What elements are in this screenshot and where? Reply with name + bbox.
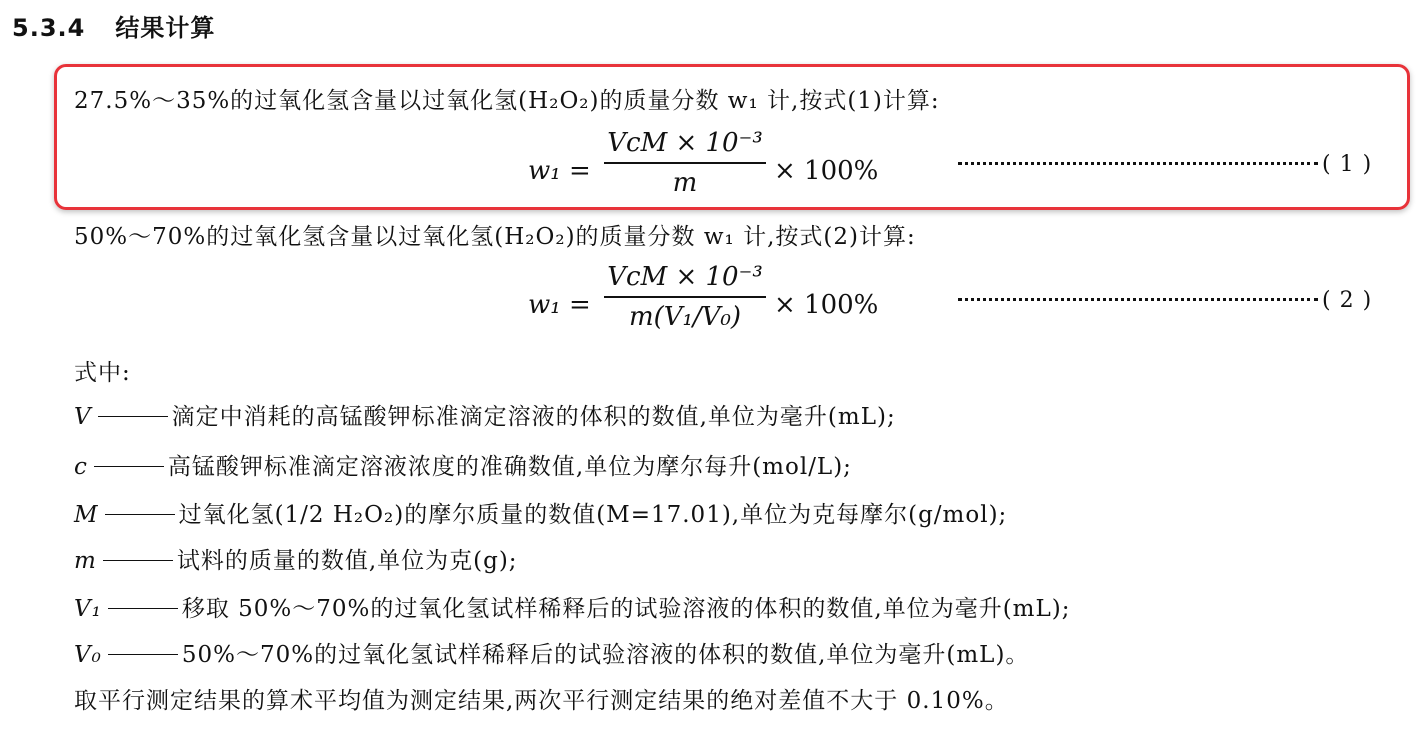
equation-number-1-label: ( 1 ) bbox=[1322, 152, 1373, 177]
formula-2-denominator: m(V₁/V₀) bbox=[628, 302, 742, 332]
formula-2-fraction bbox=[604, 262, 766, 332]
definition-text: 试料的质量的数值,单位为克(g); bbox=[176, 548, 518, 574]
where-label: 式中: bbox=[74, 360, 131, 386]
leader-dots bbox=[958, 162, 1318, 165]
formula-2-numerator: VcM × 10⁻³ bbox=[607, 262, 763, 292]
equation-number-2 bbox=[958, 288, 1372, 313]
definition-dash bbox=[94, 466, 164, 467]
definition-symbol: m bbox=[74, 548, 97, 574]
formula-1-tail: × 100% bbox=[774, 156, 879, 186]
formula-1-denominator: m bbox=[672, 168, 698, 198]
section-number: 5.3.4 bbox=[12, 14, 86, 42]
definition-symbol: V₁ bbox=[74, 596, 102, 622]
definition-symbol: M bbox=[74, 502, 99, 528]
conclusion-text: 取平行测定结果的算术平均值为测定结果,两次平行测定结果的绝对差值不大于 0.10%。 bbox=[74, 688, 1009, 714]
definition-dash bbox=[103, 560, 173, 561]
formula-1-fraction bbox=[604, 128, 766, 198]
definition-item bbox=[74, 546, 518, 576]
paragraph-formula-2-intro: 50%～70%的过氧化氢含量以过氧化氢(H₂O₂)的质量分数 w₁ 计,按式(2)计算: bbox=[74, 224, 916, 250]
leader-dots bbox=[958, 298, 1318, 301]
definition-symbol: V bbox=[74, 404, 92, 430]
definition-text: 滴定中消耗的高锰酸钾标准滴定溶液的体积的数值,单位为毫升(mL); bbox=[171, 404, 896, 430]
paragraph-formula-1-intro: 27.5%～35%的过氧化氢含量以过氧化氢(H₂O₂)的质量分数 w₁ 计,按式(1)计算: bbox=[74, 88, 940, 114]
definition-dash bbox=[98, 416, 168, 417]
formula-1-numerator: VcM × 10⁻³ bbox=[607, 128, 763, 158]
section-heading bbox=[12, 8, 215, 43]
equation-number-2-label: ( 2 ) bbox=[1322, 288, 1373, 313]
definition-symbol: V₀ bbox=[74, 642, 102, 668]
definition-text: 50%～70%的过氧化氢试样稀释后的试验溶液的体积的数值,单位为毫升(mL)。 bbox=[181, 642, 1030, 668]
definition-text: 移取 50%～70%的过氧化氢试样稀释后的试验溶液的体积的数值,单位为毫升(mL); bbox=[181, 596, 1071, 622]
definition-symbol: c bbox=[74, 454, 88, 480]
fraction-bar bbox=[604, 296, 766, 298]
definition-text: 过氧化氢(1/2 H₂O₂)的摩尔质量的数值(M=17.01),单位为克每摩尔(g/mol); bbox=[178, 502, 1008, 528]
formula-2-lhs: w₁ = bbox=[528, 290, 591, 320]
definition-text: 高锰酸钾标准滴定溶液浓度的准确数值,单位为摩尔每升(mol/L); bbox=[167, 454, 852, 480]
definition-dash bbox=[108, 654, 178, 655]
fraction-bar bbox=[604, 162, 766, 164]
definition-item bbox=[74, 500, 1007, 530]
definition-item bbox=[74, 594, 1071, 624]
equation-number-1 bbox=[958, 152, 1372, 177]
definition-dash bbox=[105, 514, 175, 515]
formula-2-tail: × 100% bbox=[774, 290, 879, 320]
section-title: 结果计算 bbox=[115, 14, 216, 42]
definition-item bbox=[74, 402, 896, 432]
formula-1-lhs: w₁ = bbox=[528, 156, 591, 186]
definition-dash bbox=[108, 608, 178, 609]
definition-item bbox=[74, 452, 852, 482]
definition-item bbox=[74, 640, 1029, 670]
